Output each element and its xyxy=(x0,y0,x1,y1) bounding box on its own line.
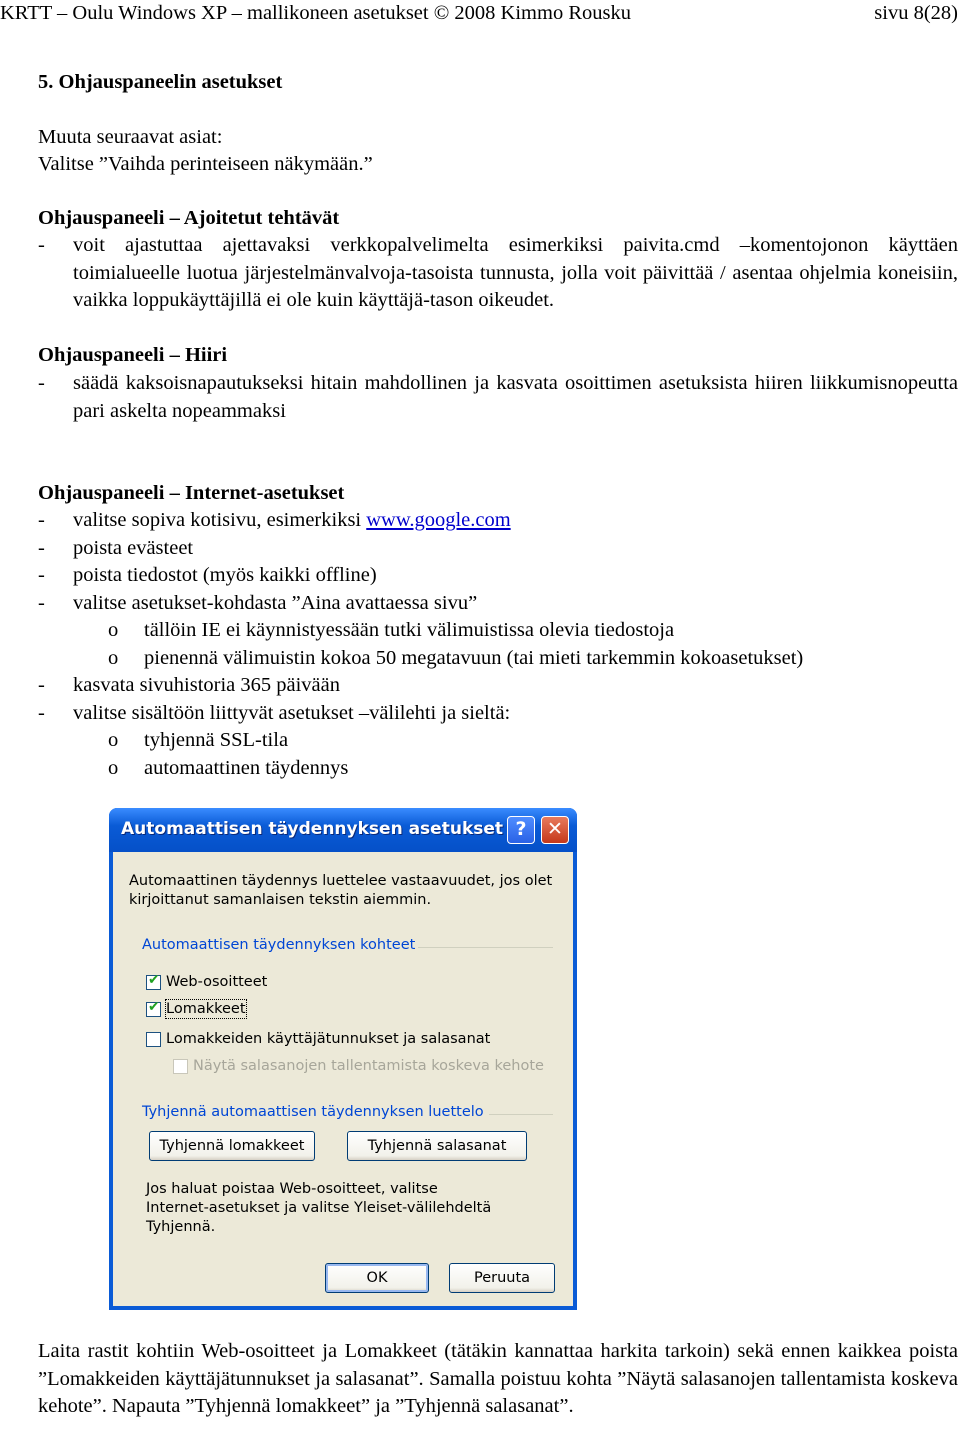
autocomplete-settings-dialog xyxy=(109,808,577,1310)
checkbox-forms[interactable] xyxy=(146,999,161,1017)
dialog-info-2: Internet-asetukset ja valitse Yleiset-välilehdeltä xyxy=(146,1200,492,1216)
dialog-info-3: Tyhjennä. xyxy=(146,1219,216,1235)
group-autocomplete-targets: Automaattisen täydennyksen kohteet xyxy=(142,937,416,953)
dialog-description-1: Automaattinen täydennys luettelee vastaavuudet, jos olet xyxy=(129,873,553,889)
list-dash: - xyxy=(38,509,45,531)
list-item-text: valitse sopiva kotisivu, esimerkiksi xyxy=(73,509,367,531)
checkbox-label-password-prompt: Näytä salasanojen tallentamista koskeva kehote xyxy=(193,1058,544,1074)
sub-list-item: pienennä välimuistin kokoa 50 megatavuun (tai mieti tarkemmin kokoasetukset) xyxy=(144,647,804,669)
intro-line-1: Muuta seuraavat asiat: xyxy=(38,126,223,148)
list-item: kasvata sivuhistoria 365 päivään xyxy=(73,674,341,696)
clear-forms-button[interactable]: Tyhjennä lomakkeet xyxy=(149,1131,315,1161)
clear-passwords-button[interactable]: Tyhjennä salasanat xyxy=(347,1131,527,1161)
list-dash: - xyxy=(38,234,45,256)
dialog-title-bar xyxy=(109,808,577,852)
checkbox-usernames-passwords[interactable] xyxy=(146,1032,161,1047)
mouse-text: säädä kaksoisnapautukseksi hitain mahdollinen ja kasvata osoittimen asetuksista hiiren liikkumisnopeutta pari askelta nopeammaksi xyxy=(73,372,958,422)
checkbox-web-addresses[interactable] xyxy=(146,972,161,990)
close-button[interactable]: ✕ xyxy=(541,816,569,844)
ok-button[interactable]: OK xyxy=(325,1263,429,1293)
dialog-body xyxy=(113,852,573,1306)
intro-line-2: Valitse ”Vaihda perinteiseen näkymään.” xyxy=(38,153,373,175)
list-item: poista evästeet xyxy=(73,537,194,559)
dialog-description-2: kirjoittanut samanlaisen tekstin aiemmin. xyxy=(129,892,432,908)
section-title: 5. Ohjauspaneelin asetukset xyxy=(38,71,283,93)
help-button[interactable]: ? xyxy=(507,816,535,844)
sub-bullet: o xyxy=(108,647,119,669)
check-mark-icon: ✔ xyxy=(148,972,160,988)
check-mark-icon: ✔ xyxy=(148,999,160,1015)
list-dash: - xyxy=(38,372,45,394)
sub-list-item: automaattinen täydennys xyxy=(144,757,349,779)
list-dash: - xyxy=(38,564,45,586)
page-number: sivu 8(28) xyxy=(874,2,958,24)
scheduled-tasks-text: voit ajastuttaa ajettavaksi verkkopalvelimelta esimerkiksi paivita.cmd –komentojonon käyttäen toimialueelle luotua järjestelmänvalvoja-tasoista tunnusta, jolla voit päivittää / asentaa ohjelmia koneisiin, vaikka loppukäyttäjillä ei ole kuin käyttäjä-tason oikeudet. xyxy=(73,234,958,311)
list-item: valitse sisältöön liittyvät asetukset –välilehti ja sieltä: xyxy=(73,702,511,724)
checkbox-password-prompt[interactable] xyxy=(173,1059,188,1074)
sub-list-item: tyhjennä SSL-tila xyxy=(144,729,289,751)
heading-scheduled-tasks: Ohjauspaneeli – Ajoitetut tehtävät xyxy=(38,207,340,229)
heading-mouse: Ohjauspaneeli – Hiiri xyxy=(38,344,228,366)
list-dash: - xyxy=(38,537,45,559)
header-title: KRTT – Oulu Windows XP – mallikoneen asetukset © 2008 Kimmo Rousku xyxy=(0,2,631,24)
checkbox-label-web-addresses: Web-osoitteet xyxy=(166,974,268,990)
google-link[interactable]: www.google.com xyxy=(366,509,511,531)
checkbox-label-usernames-passwords: Lomakkeiden käyttäjätunnukset ja salasanat xyxy=(166,1031,491,1047)
group-divider xyxy=(418,947,553,948)
list-item xyxy=(73,507,511,534)
page-header xyxy=(0,0,958,26)
group-clear-history: Tyhjennä automaattisen täydennyksen luettelo xyxy=(142,1104,484,1120)
dialog-info-1: Jos haluat poistaa Web-osoitteet, valitse xyxy=(146,1181,438,1197)
footer-paragraph: Laita rastit kohtiin Web-osoitteet ja Lomakkeet (tätäkin kannattaa harkita tarkoin) sekä ennen kaikkea poista ”Lomakkeiden käyttäjätunnukset ja salasanat”. Samalla poistuu kohta ”Näytä salasanojen tallentamista koskeva kehote”. Napauta ”Tyhjennä lomakkeet” ja ”Tyhjennä salasanat”. xyxy=(38,1340,958,1417)
dialog-title: Automaattisen täydennyksen asetukset xyxy=(121,819,504,839)
list-dash: - xyxy=(38,674,45,696)
list-dash: - xyxy=(38,702,45,724)
list-item: poista tiedostot (myös kaikki offline) xyxy=(73,564,377,586)
list-item: valitse asetukset-kohdasta ”Aina avattaessa sivu” xyxy=(73,592,478,614)
sub-list-item: tällöin IE ei käynnistyessään tutki välimuistissa olevia tiedostoja xyxy=(144,619,675,641)
heading-internet-options: Ohjauspaneeli – Internet-asetukset xyxy=(38,482,345,504)
list-dash: - xyxy=(38,592,45,614)
checkbox-label-forms: Lomakkeet xyxy=(166,1001,246,1017)
sub-bullet: o xyxy=(108,619,119,641)
sub-bullet: o xyxy=(108,729,119,751)
cancel-button[interactable]: Peruuta xyxy=(449,1263,555,1293)
sub-bullet: o xyxy=(108,757,119,779)
group-divider xyxy=(489,1114,553,1115)
